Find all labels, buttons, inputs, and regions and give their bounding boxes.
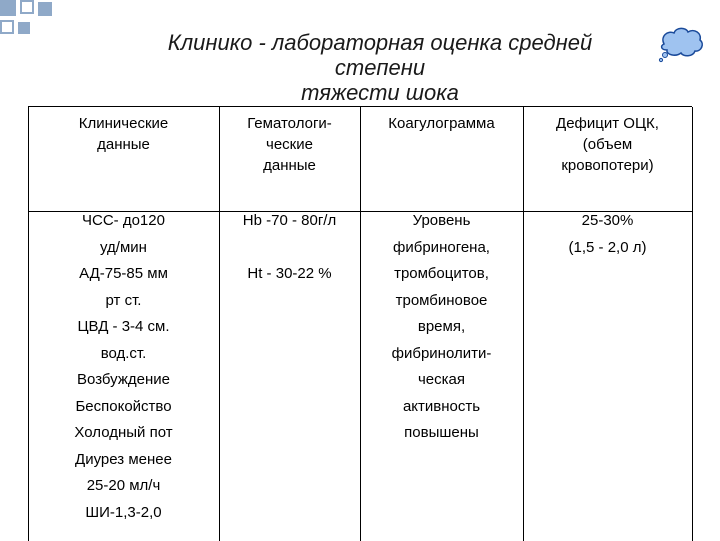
title-line: степени <box>334 55 426 80</box>
header-line: данные <box>263 157 316 174</box>
header-line: (объем <box>582 136 633 153</box>
cell-line: ЧСС- до120 <box>82 212 165 229</box>
cell-line <box>287 239 291 256</box>
cell-line: Диурез менее <box>75 450 172 468</box>
cell-line: уд/мин <box>100 238 147 256</box>
cell-line: Уровень <box>412 212 471 229</box>
cell-line: фибриногена, <box>393 238 490 256</box>
title-line: Клинико - лабораторная оценка средней <box>167 30 593 55</box>
header-line: данные <box>97 136 150 153</box>
header-coagulogram <box>360 113 523 134</box>
corner-squares-decoration <box>0 0 60 44</box>
header-clinical-data <box>28 113 219 155</box>
cell-line: АД-75-85 мм <box>79 265 168 282</box>
cell-line: (1,5 - 2,0 л) <box>568 238 647 256</box>
cell-line: вод.ст. <box>100 344 147 362</box>
cell-line: тромбоцитов, <box>394 265 489 282</box>
hematology-cell <box>219 208 360 288</box>
header-line: Коагулограмма <box>388 115 495 132</box>
header-line: ческие <box>266 136 313 153</box>
header-line: кровопотери) <box>561 157 654 174</box>
header-line: Гематологи- <box>247 115 332 132</box>
cell-line: 25-20 мл/ч <box>86 477 161 494</box>
cell-line: активность <box>402 397 481 415</box>
cell-line: Ht - 30-22 % <box>247 265 332 282</box>
title-line: тяжести шока <box>301 80 459 105</box>
cell-line: Холодный пот <box>74 424 173 441</box>
cell-line: фибринолити- <box>391 344 492 362</box>
coagulogram-cell <box>360 208 523 447</box>
cell-line: Беспокойство <box>75 397 172 415</box>
cell-line: ШИ-1,3-2,0 <box>85 503 162 521</box>
bcv-deficit-cell <box>523 208 692 261</box>
cell-line: рт ст. <box>105 291 142 309</box>
slide-title <box>110 30 650 105</box>
cell-line: ческая <box>417 371 465 388</box>
cell-line: повышены <box>404 424 479 441</box>
assessment-table <box>28 106 692 541</box>
cell-line: 25-30% <box>581 212 634 229</box>
cell-line: время, <box>417 318 466 335</box>
header-hematology <box>219 113 360 176</box>
thought-bubble-icon <box>656 24 706 64</box>
header-line: Клинические <box>78 115 169 132</box>
cell-line: Hb -70 - 80г/л <box>242 212 337 229</box>
header-line: Дефицит ОЦК, <box>556 115 659 132</box>
cell-line: тромбиновое <box>395 291 488 309</box>
header-bcv-deficit <box>523 113 692 176</box>
cell-line: ЦВД - 3-4 см. <box>77 318 170 335</box>
cell-line: Возбуждение <box>77 371 170 388</box>
clinical-data-cell <box>28 208 219 526</box>
